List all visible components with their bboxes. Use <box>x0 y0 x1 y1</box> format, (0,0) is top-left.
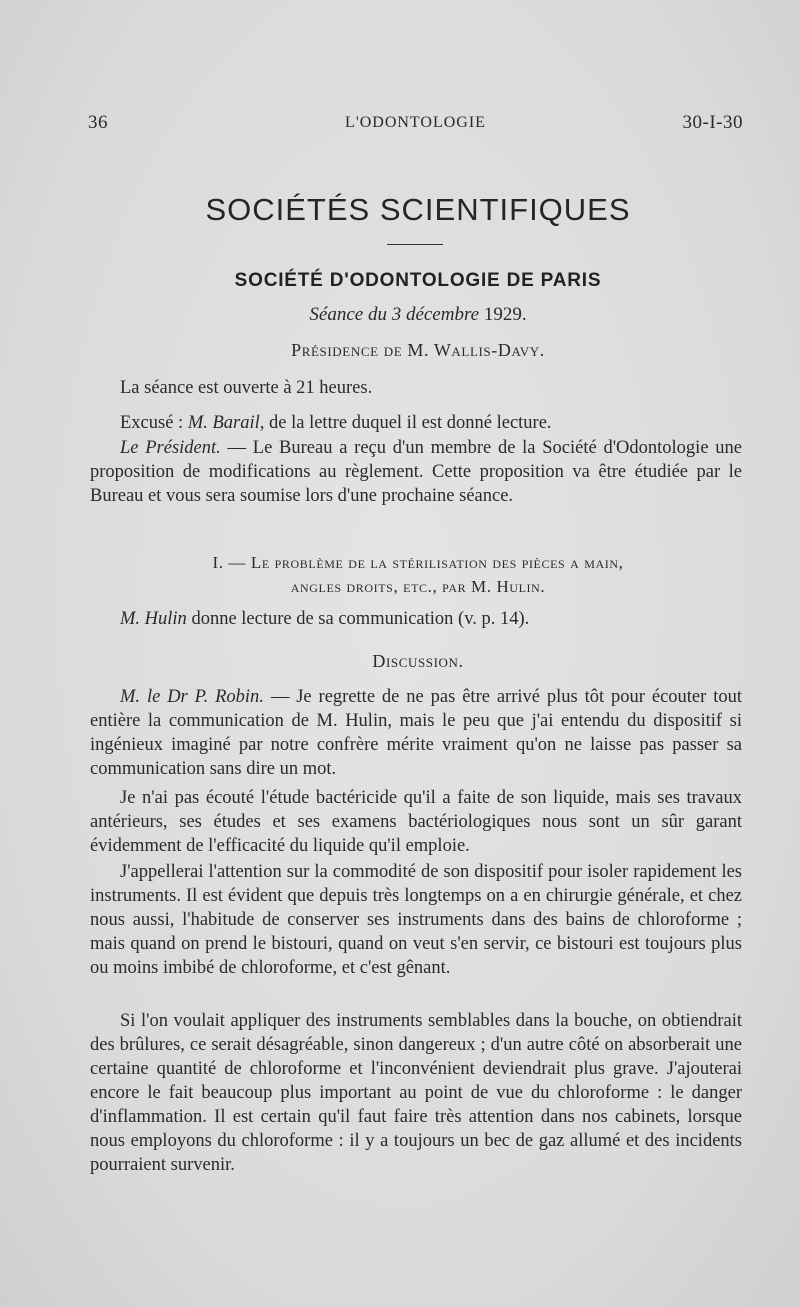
excuse-name: M. Barail, <box>187 413 265 433</box>
robin-text: — Je regrette de ne pas être arrivé plus tôt pour écouter tout entière la communication de M. Hulin, mais le peu que j'ai entendu du dispositif si ingénieux imaginé par notre confrère mérite vraiment qu'on ne laisse pas passer sa communication sans dire un mot. <box>90 687 742 779</box>
running-header <box>88 112 743 136</box>
president-paragraph <box>90 436 742 508</box>
robin-speaker: M. le Dr P. Robin. <box>120 687 264 707</box>
president-speaker: Le Président. <box>120 438 221 458</box>
excuse-prefix: Excusé : <box>120 413 184 433</box>
hulin-name: M. Hulin <box>120 609 187 629</box>
title-divider <box>387 244 443 245</box>
topic-line-2: angles droits, etc., par M. Hulin. <box>290 577 546 596</box>
paragraph-2: Je n'ai pas écouté l'étude bactéricide qu'il a faite de son liquide, mais ses travaux antérieurs, ses études et ses examens bactériologiques nous sont un sûr garant évidemment de l'efficacité du liquide qu'il emploie. <box>90 788 742 856</box>
section-title: SOCIÉTÉS SCIENTIFIQUES <box>205 192 631 227</box>
seance-date <box>0 304 800 326</box>
opening-line: La séance est ouverte à 21 heures. <box>120 378 373 398</box>
president-text: — Le Bureau a reçu d'un membre de la Société d'Odontologie une proposition de modifications au règlement. Cette proposition va être étudiée par le Bureau et vous sera soumise lors d'une prochaine séance. <box>90 438 742 506</box>
discussion-heading: Discussion. <box>372 651 464 671</box>
excuse-rest: de la lettre duquel il est donné lecture. <box>269 413 552 433</box>
topic-line-1: I. — Le problème de la stérilisation des pièces a main, <box>212 553 624 572</box>
paragraph-3: J'appellerai l'attention sur la commodité de son dispositif pour isoler rapidement les instruments. Il est évident que depuis très longtemps on a en chirurgie générale, et chez nous aussi, l'habitude de conserver ses instruments dans des bains de chloroforme ; mais quand on prend le bistouri, quand on veut s'en servir, ce bistouri est toujours plus ou moins imbibé de chloroforme, et c'est gênant. <box>90 862 742 978</box>
presidence-line: Présidence de M. Wallis-Davy. <box>291 340 545 360</box>
hulin-rest: donne lecture de sa communication (v. p. 14). <box>191 609 530 629</box>
society-name: SOCIÉTÉ D'ODONTOLOGIE DE PARIS <box>234 270 602 291</box>
issue-date: 30-I-30 <box>682 112 743 133</box>
hulin-line <box>90 607 742 631</box>
robin-paragraph <box>90 685 742 781</box>
seance-label: Séance du 3 décembre <box>309 304 480 325</box>
paragraph-4: Si l'on voulait appliquer des instruments semblables dans la bouche, on obtiendrait des brûlures, ce serait désagréable, sinon dangereux ; d'un autre côté on absorberait une certaine quantité de chloroforme et l'inconvénient deviendrait plus grave. J'ajouterai encore le fait beaucoup plus important au point de vue du chloroforme : le danger d'inflammation. Il est certain qu'il faut faire très attention dans nos cabinets, lorsque nous employons du chloroforme : il y a toujours un bec de gaz allumé et des incidents pourraient survenir. <box>90 1011 742 1175</box>
journal-title: L'ODONTOLOGIE <box>345 114 486 131</box>
seance-year: 1929. <box>483 304 527 325</box>
excuse-line <box>90 411 742 435</box>
page-number: 36 <box>88 112 108 133</box>
